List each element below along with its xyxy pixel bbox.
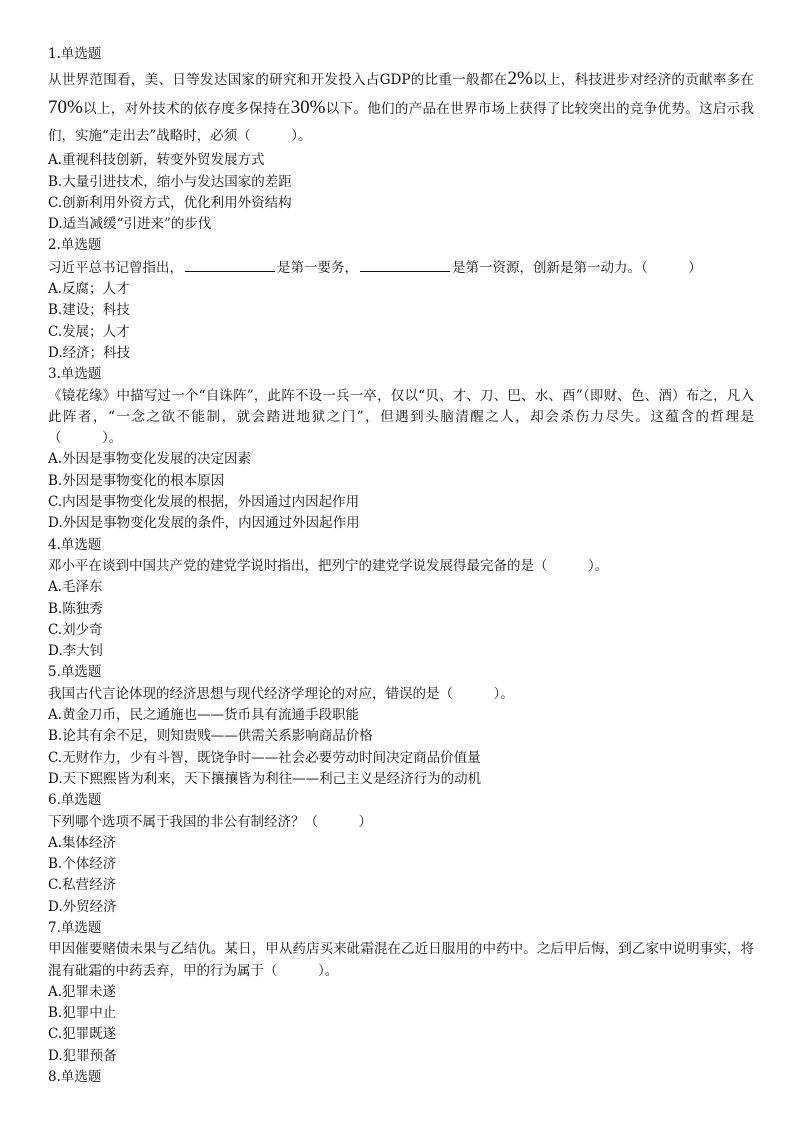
question-header: 7.单选题 (48, 919, 102, 936)
option-d: D.犯罪预备 (48, 1047, 117, 1064)
option-b: B.论其有余不足，则知贵贱——供需关系影响商品价格 (48, 728, 373, 745)
question-4 (48, 535, 754, 663)
question-6 (48, 790, 754, 918)
option-d: D.经济；科技 (48, 344, 131, 361)
option-b: B.犯罪中止 (48, 1005, 117, 1022)
question-stem: 习近平总书记曾指出， 是第一要务， 是第一资源，创新是第一动力。（ ） (48, 257, 754, 279)
fill-blank (185, 257, 275, 272)
question-header: 5.单选题 (48, 664, 102, 681)
question-header: 8.单选题 (48, 1069, 102, 1086)
fill-blank (360, 257, 450, 272)
option-a: A.反腐；人才 (48, 281, 130, 298)
question-3 (48, 364, 754, 534)
option-c: C.发展；人才 (48, 323, 130, 340)
question-stem: 从世界范围看，美、日等发达国家的研究和开发投入占GDP的比重一般都在2%以上，科技进步对经济的贡献率多在70%以上，对外技术的依存度多保持在30%以下。他们的产品在世界市场上获得了比较突出的竞争优势。这启示我们，实施“走出去”战略时，必须（ ）。 (48, 68, 755, 145)
option-d: D.李大钊 (48, 643, 104, 660)
exam-page (48, 44, 754, 1088)
question-header: 6.单选题 (48, 792, 102, 809)
option-a: A.集体经济 (48, 834, 117, 851)
option-d: D.天下熙熙皆为利来，天下攘攘皆为利往——利己主义是经济行为的动机 (48, 770, 482, 787)
option-c: C.无财作力，少有斗智，既饶争时——社会必要劳动时间决定商品价值量 (48, 749, 481, 766)
option-b: B.大量引进技术，缩小与发达国家的差距 (48, 173, 292, 190)
option-c: C.刘少奇 (48, 621, 103, 638)
question-8 (48, 1067, 754, 1088)
question-stem: 《镜花缘》中描写过一个“自诛阵”，此阵不设一兵一卒，仅以“贝、才、刀、巴、水、酉”（即财、色、酒）布之，凡入此阵者，“一念之欲不能制，就会踏进地狱之门”，但遇到头脑清醒之人，却会杀伤力尽失。这蕴含的哲理是（ ）。 (48, 387, 754, 447)
option-b: B.个体经济 (48, 856, 117, 873)
question-2 (48, 235, 754, 364)
question-header: 4.单选题 (48, 536, 102, 553)
option-a: A.犯罪未遂 (48, 983, 117, 1000)
question-header: 2.单选题 (48, 237, 102, 254)
option-c: C.创新利用外资方式，优化利用外资结构 (48, 194, 292, 211)
option-b: B.建设；科技 (48, 302, 130, 319)
option-a: A.重视科技创新，转变外贸发展方式 (48, 152, 265, 169)
option-a: A.外因是事物变化发展的决定因素 (48, 451, 252, 468)
option-d: D.外因是事物变化发展的条件，内因通过外因起作用 (48, 515, 360, 532)
option-a: A.黄金刀币，民之通施也——货币具有流通手段职能 (48, 707, 360, 724)
option-d: D.适当减缓“引进来”的步伐 (48, 216, 212, 233)
question-stem: 下列哪个选项不属于我国的非公有制经济？（ ） (48, 813, 372, 830)
question-5 (48, 662, 754, 790)
question-header: 1.单选题 (48, 46, 102, 62)
question-stem: 我国古代言论体现的经济思想与现代经济学理论的对应，错误的是（ ）。 (48, 685, 514, 702)
option-b: B.外因是事物变化的根本原因 (48, 472, 225, 489)
question-stem: 甲因催要赌债未果与乙结仇。某日，甲从药店买来砒霜混在乙近日服用的中药中。之后甲后悔，到乙家中说明事实，将混有砒霜的中药丢弃，甲的行为属于（ ）。 (48, 941, 754, 979)
question-1 (48, 44, 754, 235)
option-c: C.私营经济 (48, 877, 117, 894)
question-stem: 邓小平在谈到中国共产党的建党学说时指出，把列宁的建党学说发展得最完备的是（ ）。 (48, 557, 609, 574)
option-d: D.外贸经济 (48, 898, 117, 915)
question-7 (48, 918, 754, 1067)
question-header: 3.单选题 (48, 366, 102, 383)
option-c: C.犯罪既遂 (48, 1026, 117, 1043)
option-c: C.内因是事物变化发展的根据，外因通过内因起作用 (48, 494, 360, 511)
option-a: A.毛泽东 (48, 579, 103, 596)
option-b: B.陈独秀 (48, 600, 103, 617)
